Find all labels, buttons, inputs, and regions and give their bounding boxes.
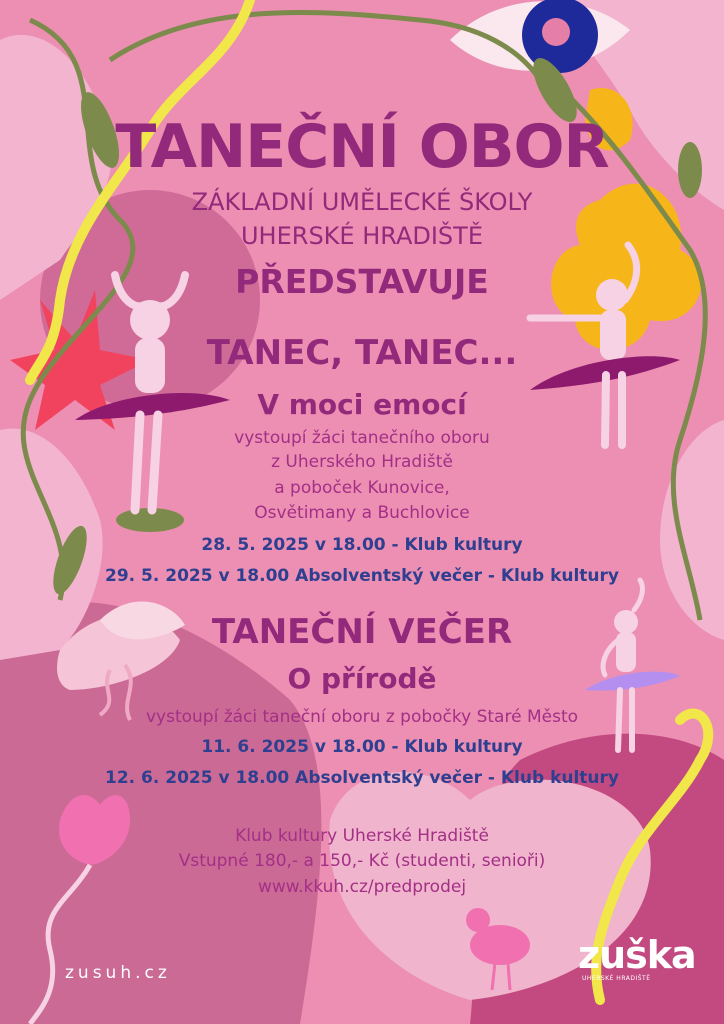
subtitle-line-2: UHERSKÉ HRADIŠTĚ (240, 222, 483, 250)
event2-title: TANEČNÍ VEČER (211, 612, 513, 652)
eye-pupil (542, 18, 570, 46)
bird-head (466, 908, 490, 932)
event1-date-1: 28. 5. 2025 v 18.00 - Klub kultury (201, 535, 523, 555)
logo-subtext: UHERSKÉ HRADIŠTĚ (582, 975, 651, 982)
price-info: Vstupné 180,- a 150,- Kč (studenti, senioři) (178, 851, 546, 871)
event1-desc-line-3: a poboček Kunovice, (274, 478, 450, 498)
footer-website[interactable]: zusuh.cz (65, 963, 171, 983)
event1-desc-line-2: z Uherského Hradiště (271, 452, 453, 472)
event2-desc: vystoupí žáci taneční oboru z pobočky Staré Město (145, 707, 579, 727)
logo-wordmark: zuška (578, 933, 696, 977)
subtitle-line-1: ZÁKLADNÍ UMĚLECKÉ ŠKOLY (191, 188, 533, 216)
event1-desc-line-4: Osvětimany a Buchlovice (254, 503, 470, 523)
venue-info: Klub kultury Uherské Hradiště (235, 826, 489, 846)
event1-subtitle: V moci emocí (257, 388, 467, 421)
event1-desc-line-1: vystoupí žáci tanečního oboru (234, 428, 490, 448)
main-title: TANEČNÍ OBOR (115, 112, 609, 182)
event2-date-2: 12. 6. 2025 v 18.00 Absolventský večer - Klub kultury (105, 768, 619, 788)
event2-subtitle: O přírodě (287, 662, 437, 695)
presents-heading: PŘEDSTAVUJE (235, 262, 489, 301)
zuska-logo (578, 933, 696, 982)
event2-date-1: 11. 6. 2025 v 18.00 - Klub kultury (201, 737, 523, 757)
event1-title: TANEC, TANEC... (206, 333, 518, 373)
event1-date-2: 29. 5. 2025 v 18.00 Absolventský večer - Klub kultury (105, 566, 619, 586)
presale-link[interactable]: www.kkuh.cz/predprodej (257, 877, 467, 897)
